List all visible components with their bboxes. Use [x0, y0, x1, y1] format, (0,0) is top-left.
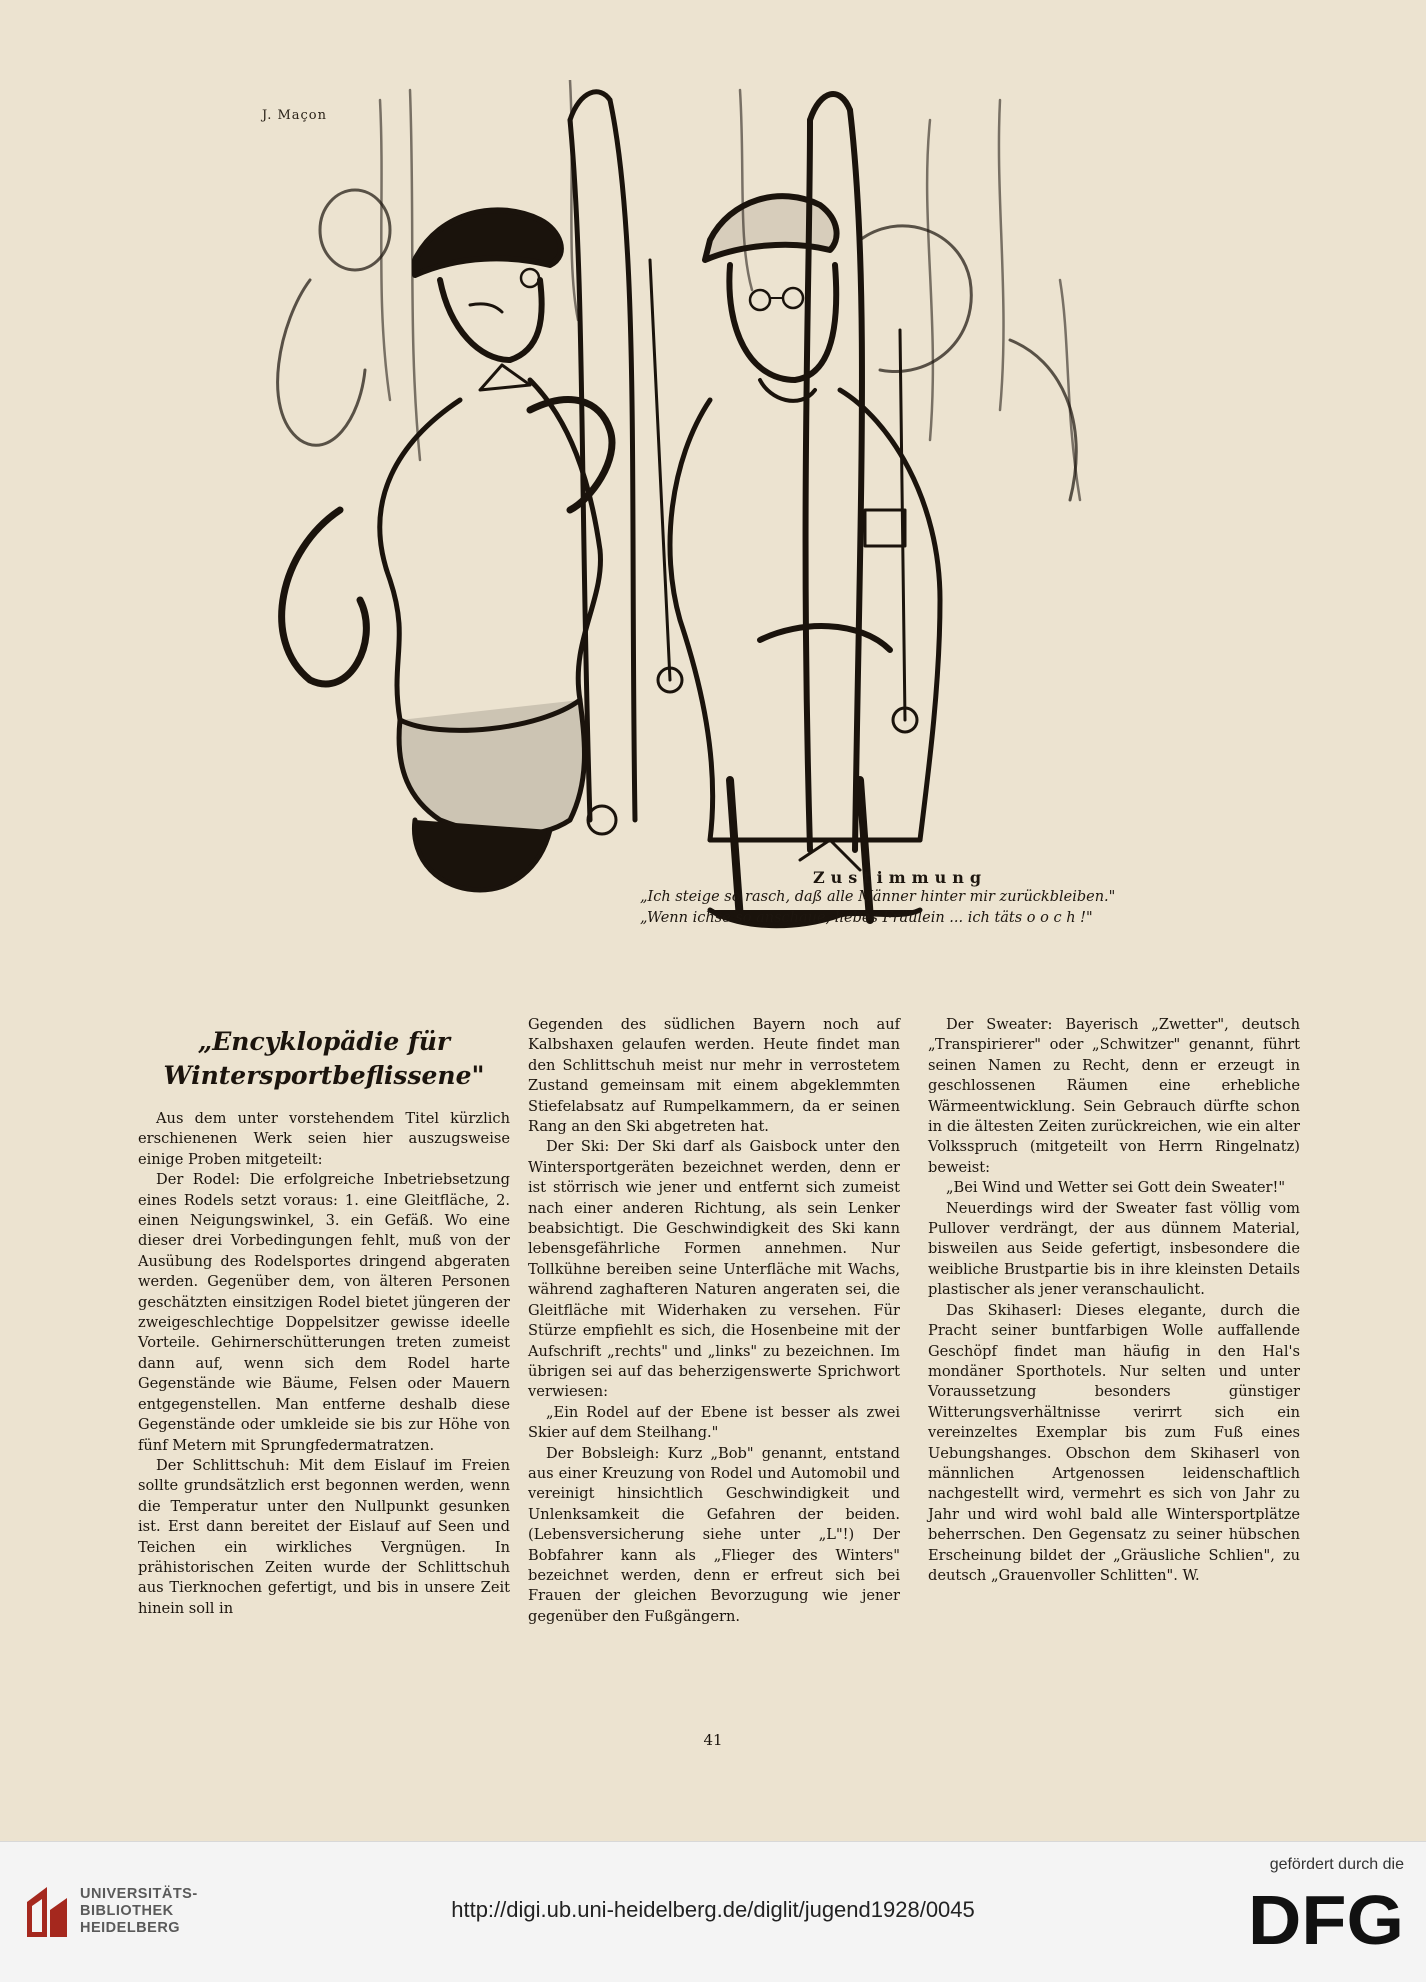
- university-library-logo-icon: [22, 1882, 72, 1942]
- cartoon-illustration: [240, 80, 1110, 930]
- artist-signature: J. Maçon: [262, 108, 328, 123]
- article-title-line-2: Wintersportbeflissene": [163, 1061, 485, 1090]
- caption-line-2: „Wenn ichse so anschaue, liebes Fräulein ... ich täts o o c h !": [640, 910, 1093, 926]
- paragraph: Der Sweater: Bayerisch „Zwetter", deutsch „Transpirierer" oder „Schwitzer" genannt, führt seinen Namen zu Recht, denn er erzeugt in geschlossenen Räumen eine erhebliche Wärmeentwicklung. Sein Gebrauch dürfte schon in die ältesten Zeiten zurückreichen, wie ein alter Volksspruch (mitgeteilt von Herrn Ringelnatz) beweist:: [928, 1016, 1300, 1176]
- paragraph: Gegenden des südlichen Bayern noch auf Kalbshaxen gelaufen werden. Heute findet man den Schlittschuh meist nur mehr in verrostetem Zustand gemeinsam mit einem abgeklemmten Stiefelabsatz auf Rumpelkammern, da er seinen Rang an den Ski abgetreten hat.: [528, 1016, 900, 1136]
- paragraph: Der Rodel: Die erfolgreiche Inbetriebsetzung eines Rodels setzt voraus: 1. eine Gleitfläche, 2. einen Neigungswinkel, 3. ein Gefäß. Wo eine dieser drei Vorbedingungen fehlt, muß von der Ausübung des Rodelsportes dringend abgeraten werden. Gegenüber dem, von älteren Personen geschätzten einsitzigen Rodel bietet jüngeren der zweigeschlechtige Doppelsitzer gewisse ideelle Vorteile. Gehirnerschütterungen treten zumeist dann auf, wenn sich dem Rodel harte Gegenstände wie Bäume, Felsen oder Mauern entgegenstellen. Man entferne deshalb diese Gegenstände oder umkleide sie bis zur Höhe von fünf Metern mit Sprungfedermatratzen.: [138, 1171, 510, 1454]
- caption-line-1: „Ich steige so rasch, daß alle Männer hinter mir zurückbleiben.": [640, 889, 1116, 905]
- paragraph: Das Skihaserl: Dieses elegante, durch die Pracht seiner buntfarbigen Wolle auffallende Geschöpf findet man häufig in den Hal's mondäner Sporthotels. Nur selten und unter Voraussetzung besonders günstiger Witterungsverhältnisse verirrt sich ein vereinzeltes Exemplar bis zum Fuß eines Uebungshanges. Obschon dem Skihaserl von männlichen Artgenossen leidenschaftlich nachgestellt wird, vermehrt es sich von Jahr zu Jahr und wird wohl bald alle Wintersportplätze beherrschen. Den Gegensatz zu seiner hübschen Erscheinung bildet der „Gräusliche Schlien", zu deutsch „Grauenvoller Schlitten". W.: [928, 1301, 1300, 1584]
- quote: „Ein Rodel auf der Ebene ist besser als zwei Skier auf dem Steilhang.": [528, 1403, 900, 1442]
- article-title-line-1: „Encyklopädie für: [197, 1027, 451, 1056]
- library-name-line-3: HEIDELBERG: [80, 1920, 181, 1936]
- article-column-3: [928, 1015, 1300, 1586]
- article-columns: [138, 1015, 1318, 1705]
- library-name-line-1: UNIVERSITÄTS-: [80, 1886, 198, 1902]
- library-name-line-2: BIBLIOTHEK: [80, 1903, 174, 1919]
- illustration-caption: [640, 868, 1200, 929]
- paragraph: Der Ski: Der Ski darf als Gaisbock unter den Wintersportgeräten bezeichnet werden, denn er ist störrisch wie jener und entfernt sich zumeist nach einer anderen Richtung, als sein Lenker beabsichtigt. Die Geschwindigkeit des Ski kann lebensgefährliche Formen annehmen. Nur Tollkühne bereiben seine Unterfläche mit Wachs, während zaghafteren Naturen angeraten sei, die Gleitfläche mit Widerhaken zu versehen. Für Stürze empfiehlt es sich, die Hosenbeine mit der Aufschrift „rechts" und „links" zu bezeichnen. Im übrigen sei auf das beherzigenswerte Sprichwort verwiesen:: [528, 1138, 900, 1401]
- paragraph: Der Bobsleigh: Kurz „Bob" genannt, entstand aus einer Kreuzung von Rodel und Automobil und vereinigt hinsichtlich Geschwindigkeit und Unlenksamkeit die Gefahren der beiden. (Lebensversicherung siehe unter „L"!) Der Bobfahrer kann als „Flieger des Winters" bezeichnet werden, denn er erfreut sich bei Frauen der gleichen Bevorzugung wie jener gegenüber den Fußgängern.: [528, 1444, 900, 1625]
- funded-by-text: gefördert durch die: [1269, 1856, 1404, 1873]
- dfg-logo-text: DFG: [1248, 1881, 1404, 1954]
- caption-title: Zustimmung: [812, 868, 988, 887]
- article-title: [138, 1025, 510, 1093]
- paragraph: Neuerdings wird der Sweater fast völlig vom Pullover verdrängt, der aus dünnem Material, bisweilen aus Seide gefertigt, insbesondere die weibliche Brustpartie bis in ihre kleinsten Details plastischer als jener veranschaulicht.: [928, 1199, 1300, 1299]
- paragraph: Der Schlittschuh: Mit dem Eislauf im Freien sollte grundsätzlich erst begonnen werden, wenn die Temperatur unter den Nullpunkt gesunken ist. Erst dann bereitet der Eislauf auf Seen und Teichen ein wirkliches Vergnügen. In prähistorischen Zeiten wurde der Schlittschuh aus Tierknochen gefertigt, und bis in unsere Zeit hinein soll in: [138, 1456, 510, 1617]
- article-column-1: [138, 1015, 510, 1619]
- document-url-link[interactable]: http://digi.ub.uni-heidelberg.de/diglit/jugend1928/0045: [451, 1897, 975, 1922]
- library-name: [80, 1886, 198, 1937]
- dfg-logo-icon: [1248, 1878, 1404, 1954]
- article-column-2: [528, 1015, 900, 1627]
- quote: „Bei Wind und Wetter sei Gott dein Sweater!": [946, 1179, 1286, 1197]
- page-number: 41: [703, 1731, 723, 1749]
- paragraph: Aus dem unter vorstehendem Titel kürzlich erschienenen Werk seien hier auszugsweise einige Proben mitgeteilt:: [138, 1110, 510, 1168]
